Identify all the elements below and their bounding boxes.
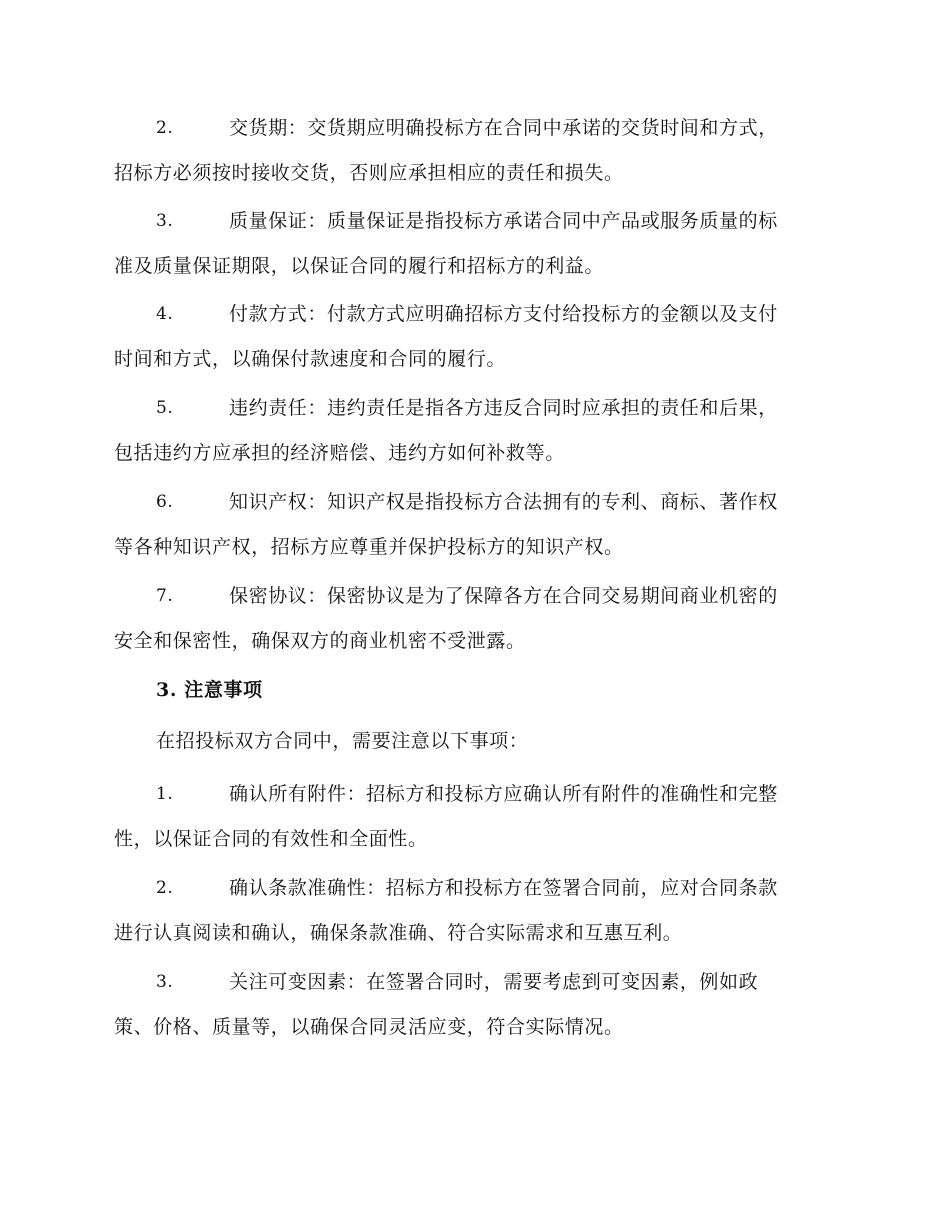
- list-item: [114, 386, 834, 476]
- section-heading: 3. 注意事项: [156, 679, 263, 701]
- list-item: [114, 106, 834, 196]
- item-number: 1.: [156, 784, 174, 804]
- item-text-line: 包括违约方应承担的经济赔偿、违约方如何补救等。: [114, 442, 565, 464]
- item-text-line: 保密协议：保密协议是为了保障各方在合同交易期间商业机密的: [229, 585, 778, 607]
- item-text-line: 时间和方式，以确保付款速度和合同的履行。: [114, 348, 507, 370]
- item-number: 2.: [156, 118, 174, 138]
- section-intro: 在招投标双方合同中，需要注意以下事项：: [156, 730, 529, 752]
- item-text-line: 知识产权：知识产权是指投标方合法拥有的专利、商标、著作权: [229, 491, 778, 513]
- item-number: 2.: [156, 878, 174, 898]
- list-item: [114, 960, 834, 1050]
- item-number: 4.: [156, 304, 174, 324]
- item-text-line: 性，以保证合同的有效性和全面性。: [114, 828, 428, 850]
- list-item: [114, 866, 834, 956]
- list-item: [114, 772, 834, 862]
- item-text-line: 安全和保密性，确保双方的商业机密不受泄露。: [114, 630, 526, 652]
- item-number: 3.: [156, 211, 174, 231]
- item-number: 3.: [156, 972, 174, 992]
- item-text-line: 确认所有附件：招标方和投标方应确认所有附件的准确性和完整: [229, 783, 778, 805]
- item-number: 7.: [156, 586, 174, 606]
- list-item: [114, 574, 834, 664]
- list-item: [114, 480, 834, 570]
- item-text-line: 关注可变因素：在签署合同时，需要考虑到可变因素，例如政: [229, 971, 759, 993]
- item-text-line: 准及质量保证期限，以保证合同的履行和招标方的利益。: [114, 255, 605, 277]
- item-text-line: 付款方式：付款方式应明确招标方支付给投标方的金额以及支付: [229, 303, 778, 325]
- item-text-line: 招标方必须按时接收交货，否则应承担相应的责任和损失。: [114, 162, 624, 184]
- item-text-line: 进行认真阅读和确认，确保条款准确、符合实际需求和互惠互利。: [114, 922, 683, 944]
- item-text-line: 等各种知识产权，招标方应尊重并保护投标方的知识产权。: [114, 536, 624, 558]
- list-item: [114, 199, 834, 289]
- list-item: [114, 292, 834, 382]
- item-text-line: 质量保证：质量保证是指投标方承诺合同中产品或服务质量的标: [229, 210, 778, 232]
- item-text-line: 策、价格、质量等，以确保合同灵活应变，符合实际情况。: [114, 1016, 624, 1038]
- item-number: 6.: [156, 492, 174, 512]
- item-text-line: 违约责任：违约责任是指各方违反合同时应承担的责任和后果，: [229, 397, 778, 419]
- item-text-line: 确认条款准确性：招标方和投标方在签署合同前，应对合同条款: [229, 877, 778, 899]
- item-number: 5.: [156, 398, 174, 418]
- item-text-line: 交货期：交货期应明确投标方在合同中承诺的交货时间和方式，: [229, 117, 778, 139]
